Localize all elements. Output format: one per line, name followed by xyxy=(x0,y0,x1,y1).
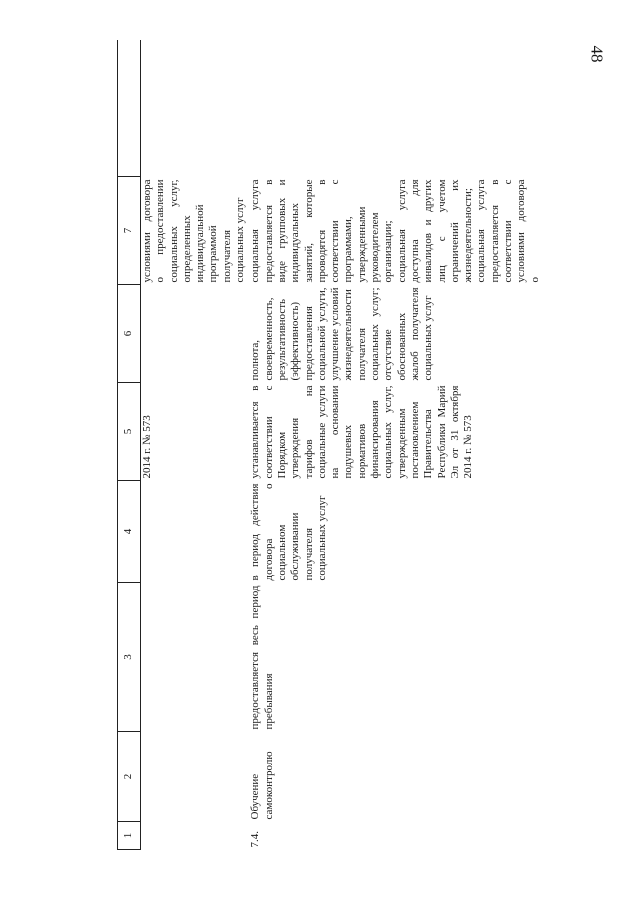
services-table xyxy=(117,40,542,850)
service-volume: предоставляется весь период пребывания xyxy=(249,585,275,730)
header-col-1: 1 xyxy=(118,822,141,850)
row-number: 7.4. xyxy=(249,831,262,848)
header-col-2: 2 xyxy=(118,732,141,822)
header-row xyxy=(118,40,141,850)
service-period: в период действия договора о социальном обслуживании получателя социальных услуг xyxy=(249,483,328,581)
service-conditions: социальная услуга предоставляется в виде групповых и индивидуальных занятий, которые проводятся в соответствии с программами, утвержденными руководителем организации; социальная услуга доступна для инвалидов и других лиц с учетом ограничений их жизнедеятельности; социальная услуга предоставляется в соответствии с условиями договора о xyxy=(249,179,541,283)
cont-col-7: условиями договора о предоставлении социальных услуг, определенных индивидуальной программой получателя социальных услуг xyxy=(141,179,247,283)
page-number: 48 xyxy=(587,45,607,63)
header-col-5: 5 xyxy=(118,383,141,481)
service-tariff: устанавливается в соответствии с Порядком утверждения тарифов на социальные услуги на основании подушевых нормативов финансирования социальных услуг, утвержденным постановлением Правительства Республики Марий Эл от 31 октября 2014 г. № 573 xyxy=(249,385,475,479)
header-col-7: 7 xyxy=(118,177,141,285)
header-col-6: 6 xyxy=(118,285,141,383)
rotated-page-wrapper xyxy=(117,40,567,850)
cont-col-5: 2014 г. № 573 xyxy=(141,415,153,479)
rotated-table-container xyxy=(117,40,567,850)
header-col-4: 4 xyxy=(118,481,141,583)
header-col-blank xyxy=(118,40,141,177)
service-name: Обучение самоконтролю xyxy=(249,751,275,820)
continuation-row xyxy=(141,40,248,850)
row-7-4 xyxy=(247,40,542,850)
service-quality: полнота, своевременность, результативность (эффективность) предоставления социальной услуги, улучшение условий жизнедеятельности получателя социальных услуг; отсутствие обоснованных жалоб получателя социальных услуг xyxy=(249,287,435,381)
header-col-3: 3 xyxy=(118,583,141,732)
